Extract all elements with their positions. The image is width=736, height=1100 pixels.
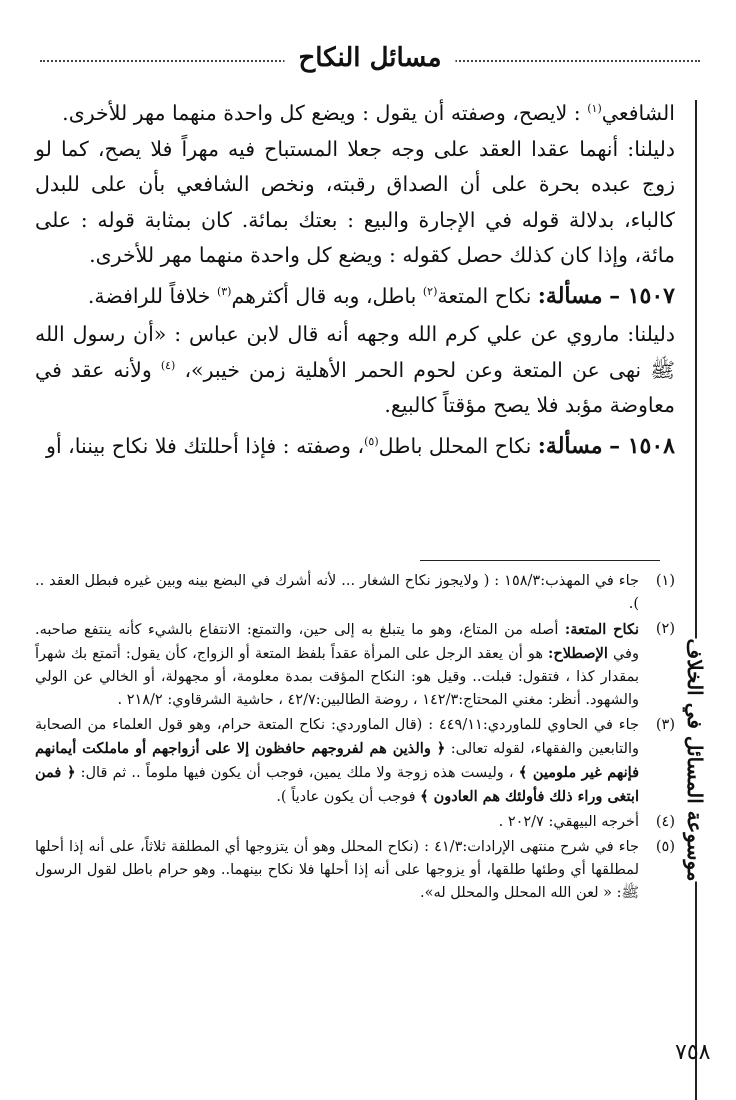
issue-label: مسألة: <box>537 432 603 459</box>
running-header <box>40 38 700 78</box>
footnotes <box>35 570 675 907</box>
paragraph-2: دليلنا: أنهما عقدا العقد على وجه جعلا المستباح فيه مهراً فلا يصح، كما لو زوج عبده بحرة على أن الصداق رقبته، ونخص الشافعي بأن على للبدل كالباء، بدلالة قوله في الإجارة والبيع : بعتك بمائة. كان بمثابة قوله : على مائة، وإذا كان كذلك حصل كقوله : ويضع كل واحدة منهما مهر للأخرى. <box>35 136 675 267</box>
footnote-ref-4[interactable]: (٤) <box>160 358 176 372</box>
footnote-ref-5[interactable]: (٥) <box>364 434 379 448</box>
page-title: مسائل النكاح <box>284 38 455 78</box>
issue-1507: ١٥٠٧ – مسألة: نكاح المتعة$^{(٢)}$ باطل، وبه قال أكثرهم$^{(٣)}$ خلافاً للرافضة. <box>87 282 675 309</box>
main-text <box>35 96 675 467</box>
paragraph-1: الشافعي$^{(١)}$ : لايصح، وصفته أن يقول : ويضع كل واحدة منهما مهر للأخرى. <box>62 101 675 125</box>
issue-label: مسألة: <box>537 282 603 309</box>
side-book-title-text: موسوعة المسائل في الخلاف <box>677 639 713 882</box>
page-number: ٧٥٨ <box>675 1040 711 1065</box>
footnote-5: (٥) جاء في شرح منتهى الإرادات:٤١/٣ : (نكاح المحلل وهو أن يتزوجها أي المطلقة ثلاثاً، على أنه إذا أحلها لمطلقها أي وطئها طلقها، أو يزوجها على أنه إذا أحلها فلا نكاح بينهما.. وهو حرام باطل لقول الرسول ﷺ: « لعن الله المحلل والمحلل له». <box>35 839 675 901</box>
paragraph-3: دليلنا: ماروي عن علي كرم الله وجهه أنه قال لابن عباس : «أن رسول الله ﷺ نهى عن المتعة وعن لحوم الحمر الأهلية زمن خيبر»، $^{(٤)}$ ولأنه عقد في معاوضة مؤبد فلا يصح مؤقتاً كالبيع. <box>35 322 675 417</box>
footnote-ref-1[interactable]: (١) <box>587 102 602 116</box>
issue-number: ١٥٠٨ – <box>609 432 675 459</box>
footnote-2: (٢) نكاح المتعة: أصله من المتاع، وهو ما يتبلغ به إلى حين، والتمتع: الانتفاع بالشيء كأنه ينتفع صاحبه. وفي الإصطلاح: هو أن يعقد الرجل على المرأة عقداً بلفظ المتعة أو الزواج، كأن يقول: أتمتع بك شهراً بمقدار كذا ، فتقول: قبلت.. وقيل هو: النكاح المؤقت بمدة معلومة، أو مجهولة، أو الخالي عن الولي والشهود. أنظر: مغني المحتاج:١٤٢/٣ ، روضة الطالبين:٤٢/٧ ، حاشية الشرقاوي: ٢١٨/٢ . <box>35 621 675 708</box>
footnote-3: (٣) جاء في الحاوي للماوردي:٤٤٩/١١ : (قال الماوردي: نكاح المتعة حرام، وهو قول العلماء من الصحابة والتابعين والفقهاء، لقوله تعالى: ﴿ والذين هم لفروجهم حافظون إلا على أزواجهم أو ماملكت أيمانهم فإنهم غير ملومين ﴾ ، وليست هذه زوجة ولا ملك يمين، فوجب أن يكون فيها ملوماً .. ثم قال: ﴿ فمن ابتغى وراء ذلك فأولئك هم العادون ﴾ فوجب أن يكون عادياً ). <box>35 717 675 805</box>
footnote-1: (١) جاء في المهذب:١٥٨/٣ : ( ولايجوز نكاح الشغار ... لأنه أشرك في البضع بينه وبين غيره فبطل العقد .. ). <box>35 573 675 612</box>
footnote-4: (٤) أخرجه البيهقي: ٢٠٢/٧ . <box>498 814 675 830</box>
issue-1508: ١٥٠٨ – مسألة: نكاح المحلل باطل$^{(٥)}$، وصفته : فإذا أحللتك فلا نكاح بيننا، أو <box>46 432 675 459</box>
footnote-ref-3[interactable]: (٣) <box>216 284 232 298</box>
footnote-ref-2[interactable]: (٢) <box>422 284 438 298</box>
issue-number: ١٥٠٧ – <box>609 282 675 309</box>
side-book-title <box>680 600 710 920</box>
footnote-separator <box>420 560 660 561</box>
